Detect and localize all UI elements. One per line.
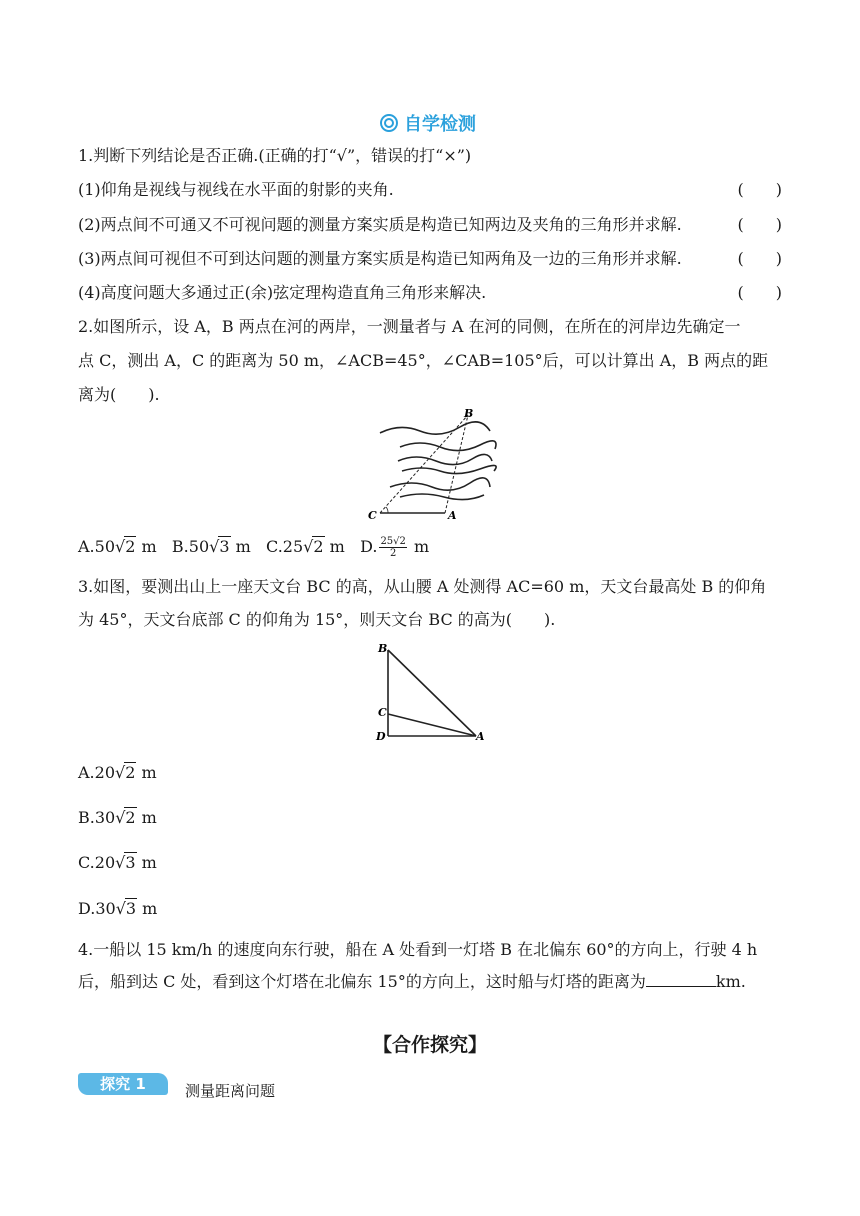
q1-item-1: (1)仰角是视线与视线在水平面的射影的夹角. ( ) (78, 180, 782, 199)
answer-paren: ( ) (737, 180, 782, 199)
q2-line-3: 离为( ). (78, 385, 160, 404)
label-b: B (464, 407, 474, 420)
section-title (380, 110, 476, 136)
target-icon (380, 114, 398, 132)
q1-stem: 1.判断下列结论是否正确.(正确的打“√”，错误的打“×”) (78, 146, 472, 165)
angle-c-mark (386, 507, 388, 513)
label-a: A (476, 730, 485, 743)
q2-option-b: B.50√3 m (171, 537, 251, 556)
q2-option-c: C.25√2 m (266, 537, 345, 556)
label-b: B (378, 642, 388, 655)
label-d: D (376, 730, 386, 743)
q1-item-2: (2)两点间不可通又不可视问题的测量方案实质是构造已知两边及夹角的三角形并求解. ( ) (78, 215, 782, 234)
q3-option-c: C.20√3 m (78, 853, 157, 872)
q3-option-d: D.30√3 m (78, 899, 158, 918)
river-figure (360, 405, 500, 523)
q4-line-2: 后，船到达 C 处，看到这个灯塔在北偏东 15°的方向上，这时船与灯塔的距离为 km. (78, 972, 746, 991)
q3-option-a: A.20√2 m (78, 763, 157, 782)
explore-badge: 探究 1 (78, 1073, 168, 1095)
q4-line-1: 4.一船以 15 km/h 的速度向东行驶，船在 A 处看到一灯塔 B 在北偏东 60°的方向上，行驶 4 h (78, 940, 758, 959)
observatory-figure (372, 640, 492, 746)
section-title-text: 自学检测 (404, 114, 476, 135)
q2-option-a: A.50√2 m (78, 537, 157, 556)
explore-label: 测量距离问题 (185, 1082, 276, 1100)
answer-paren: ( ) (737, 249, 782, 268)
q2-option-d: D. $\frac{25√2}{2}$ m (360, 536, 430, 559)
answer-blank[interactable] (646, 972, 716, 987)
line-ba (388, 650, 476, 736)
line-ca (388, 714, 476, 736)
q3-line-2: 为 45°，天文台底部 C 的仰角为 15°，则天文台 BC 的高为( ). (78, 610, 556, 629)
q1-item-3: (3)两点间可视但不可到达问题的测量方案实质是构造已知两角及一边的三角形并求解. ( ) (78, 249, 782, 268)
q1-item-4: (4)高度问题大多通过正(余)弦定理构造直角三角形来解决. ( ) (78, 283, 782, 302)
label-a: A (448, 509, 457, 522)
answer-paren: ( ) (737, 283, 782, 302)
label-c: C (368, 509, 377, 522)
q2-options (78, 536, 429, 559)
label-c: C (378, 706, 387, 719)
q2-line-1: 2.如图所示，设 A，B 两点在河的两岸，一测量者与 A 在河的同侧，在所在的河岸边先确定一 (78, 317, 741, 336)
q2-line-2: 点 C，测出 A，C 的距离为 50 m，∠ACB=45°，∠CAB=105°后，可以计算出 A，B 两点的距 (78, 351, 769, 370)
q3-line-1: 3.如图，要测出山上一座天文台 BC 的高，从山腰 A 处测得 AC=60 m，天文台最高处 B 的仰角 (78, 577, 767, 596)
cooperation-title: 【合作探究】 (372, 1034, 487, 1056)
q3-option-b: B.30√2 m (78, 808, 157, 827)
answer-paren: ( ) (737, 215, 782, 234)
river-waves (380, 422, 496, 500)
